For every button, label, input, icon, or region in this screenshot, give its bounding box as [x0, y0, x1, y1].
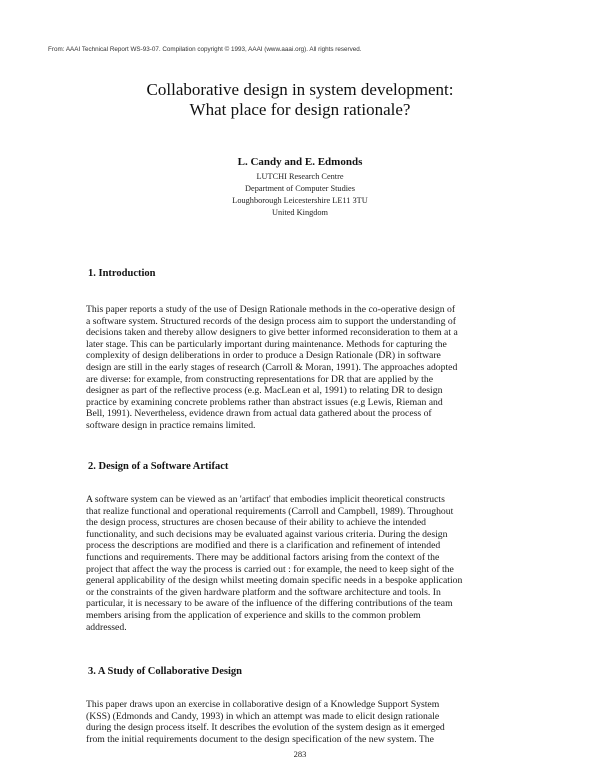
text-line: a software system. Structured records of the design process aim to support the understanding of [86, 315, 456, 327]
text-line: project that affect the way the process is carried out : for example, the need to keep sight of the [86, 563, 454, 575]
paper-title-line-2: What place for design rationale? [189, 100, 411, 119]
text-line: Bell, 1991). Nevertheless, evidence drawn from actual data gathered about the process of [86, 408, 432, 420]
text-line: are diverse: for example, from constructing representations for DR that are applied by the [86, 373, 434, 385]
text-line: software design in practice remains limited. [86, 419, 256, 431]
text-line: members arising from the application of experience and skills to the common problem [86, 609, 421, 621]
copyright-header: From: AAAI Technical Report WS-93-07. Compilation copyright © 1993, AAAI (www.aaai.org). All rights reserved. [48, 46, 362, 53]
text-line: later stage. This can be particularly important during maintenance. Methods for capturing the [86, 338, 447, 350]
paper-title-line-1: Collaborative design in system development: [146, 80, 454, 99]
section-body-collaborative-design [86, 699, 524, 745]
section-body-introduction [86, 304, 524, 432]
text-line: complexity of design deliberations in order to produce a Design Rationale (DR) in software [86, 350, 441, 362]
text-line: process the descriptions are modified and there is a clarification and refinement of intended [86, 540, 441, 552]
text-line: decisions taken and thereby allow designers to give better informed reconsideration to them at a [86, 327, 458, 339]
affiliation-country: United Kingdom [272, 208, 328, 217]
affiliation-department: Department of Computer Studies [245, 184, 355, 193]
section-heading-collaborative-design: 3. A Study of Collaborative Design [88, 666, 243, 677]
text-line: A software system can be viewed as an 'artifact' that embodies implicit theoretical constructs [86, 494, 445, 505]
page-number: 283 [293, 749, 307, 759]
text-line: (KSS) (Edmonds and Candy, 1993) in which an attempt was made to elicit design rationale [86, 710, 440, 722]
affiliation-address: Loughborough Leicestershire LE11 3TU [232, 196, 368, 205]
text-line: during the design process itself. It describes the evolution of the system design as it emerged [86, 722, 445, 734]
text-line: design are still in the early stages of research (Carroll & Moran, 1991). The approaches adopted [86, 361, 458, 373]
text-line: This paper draws upon an exercise in collaborative design of a Knowledge Support System [86, 699, 440, 710]
text-line: functions and requirements. There may be additional factors arising from the context of the [86, 551, 440, 563]
section-heading-introduction: 1. Introduction [88, 268, 156, 279]
text-line: that realize functional and operational requirements (Carroll and Campbell, 1989). Throughout [86, 505, 454, 517]
text-line: practice by examining concrete problems rather than abstract issues (e.g Lewis, Rieman and [86, 396, 443, 408]
text-line: addressed. [86, 621, 127, 633]
text-line: from the initial requirements document to the design specification of the new system. The [86, 733, 434, 745]
section-heading-design-artifact: 2. Design of a Software Artifact [88, 461, 229, 472]
affiliation-centre: LUTCHI Research Centre [256, 172, 344, 181]
author-names: L. Candy and E. Edmonds [237, 156, 363, 168]
section-body-design-artifact [86, 494, 524, 633]
text-line: particular, it is necessary to be aware of the influence of the differing contributions of the team [86, 598, 453, 610]
text-line: general applicability of the design whilst meeting domain specific needs in a bespoke application [86, 575, 463, 587]
text-line: the design process, structures are chosen because of their ability to achieve the intended [86, 517, 427, 529]
text-line: This paper reports a study of the use of Design Rationale methods in the co-operative design of [86, 304, 456, 315]
text-line: functionality, and such decisions may be evaluated against various criteria. During the design [86, 528, 448, 540]
text-line: or the constraints of the given hardware platform and the software architecture and tools. In [86, 586, 441, 598]
text-line: designer as part of the reflective process (e.g. MacLean et al, 1991) to relating DR to design [86, 385, 443, 397]
